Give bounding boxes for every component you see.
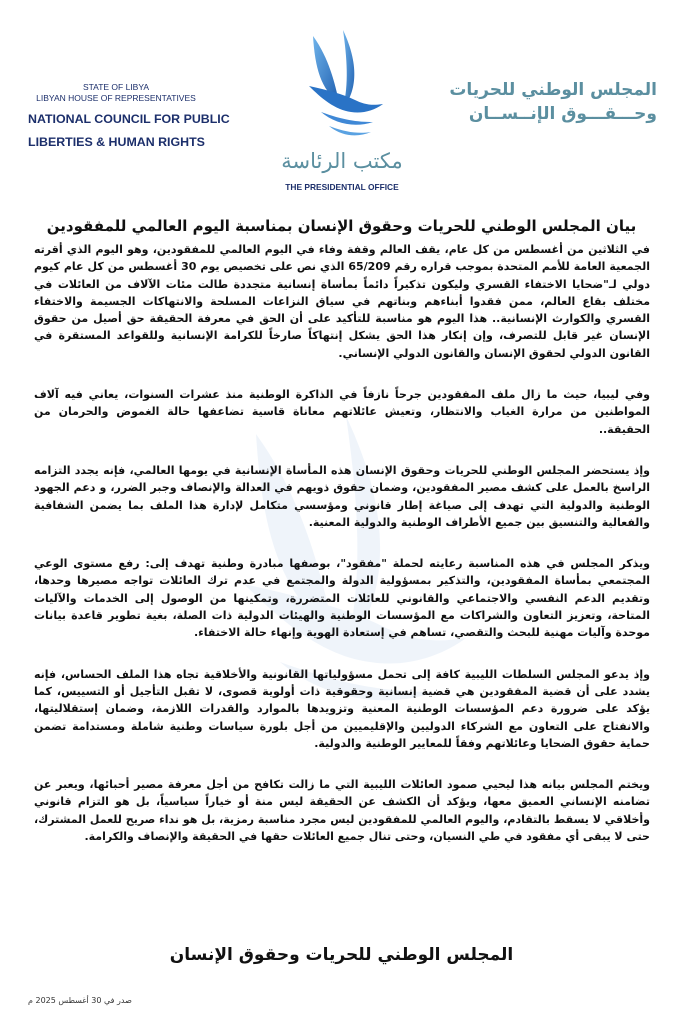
state-name: STATE OF LIBYA — [82, 82, 150, 92]
paragraph-4: ويذكر المجلس في هذه المناسبة رعايته لحملة "مفقود"، بوصفها مبادرة وطنية تهدف إلى: رفع مستوى الوعي المجتمعي بمأساة المفقودين، والتذكير بمسؤولية الدولة والمجتمع في عدم ترك العائلات تواجه مصيرها وحدها، وتقديم الدعم النفسي والاجتماعي والقانوني للعائلات المتضررة، وتمكينها من الوصول إلى الخدمات والآليات المتاحة، وتعزيز التعاون والشراكات مع المؤسسات الوطنية والهيئات الدولية ذات الصلة، بغية تطوير قاعدة بيانات موحدة وآليات مهنية للبحث والتقصي، تساهم في إستعادة الهوية وإنهاء حالة الاختفاء. — [34, 557, 650, 640]
paragraph-1: في الثلاثين من أغسطس من كل عام، يقف العالم وقفة وفاء في اليوم العالمي للمفقودين، وهو اليوم الذي أقرته الجمعية العامة للأمم المتحدة بموجب قراره رقم 65/209 الذي نص على تخصيص يوم 30 أغسطس من كل عام كيوم دولي لـ"ضحايا الاختفاء القسري وليكون تذكيراً دائماً بمأساة إنسانية متجددة طالت مئات الآلاف من العائلات في مختلف بقاع العالم، ممن فقدوا أبناءهم وبناتهم في سياق النزاعات المسلحة والانتهاكات الجسيمة والاختفاء القسري والكوارث الإنسانية.. هذا اليوم هو مناسبة للتأكيد على أن الحق في معرفة الحقيقة حق أصيل من حقوق الإنسان غير قابل للتصرف، وإن إنكار هذا الحق يشكل إنتهاكاً صارخاً للكرامة الإنسانية وللقواعد المستقرة في القانون الدولي لحقوق الإنسان والقانون الدولي الإنساني. — [34, 243, 650, 360]
paragraph-5: وإذ يدعو المجلس السلطات الليبية كافة إلى تحمل مسؤولياتها القانونية والأخلاقية تجاه هذا الملف الحساس، فإنه يشدد على أن قضية المفقودين هي قضية إنسانية وحقوقية ذات أولوية قصوى، لا تقبل التأجيل أو التسييس، كما يؤكد على ضرورة دعم المؤسسات الوطنية المعنية وتزويدها بالموارد والقدرات اللازمة، وضمان إستقلاليتها، والانفتاح على التعاون مع الشركاء الدوليين والإقليميين من أجل بلورة سياسات وطنية شاملة ومستدامة تضمن حماية حقوق الضحايا وعائلاتهم وفقاً للمعايير الوطنية والدولية. — [34, 667, 650, 750]
council-name-ar-line1: المجلس الوطني للحريات — [449, 80, 657, 100]
dove-logo-icon — [291, 28, 391, 148]
council-name-ar-line2: وحـــقـــوق الإنــســان — [468, 104, 657, 124]
council-name-line1: NATIONAL COUNCIL FOR PUBLIC — [28, 112, 230, 126]
paragraph-3: وإذ يستحضر المجلس الوطني للحريات وحقوق الإنسان هذه المأساة الإنسانية في يومها العالمي، فإنه يجدد التزامه الراسخ بالعمل على كشف مصير المفقودين، وضمان حقوق ذويهم في العدالة والإنصاف وجبر الضرر، و دعم الجهود الوطنية والدولية التي تهدف إلى صياغة إطار قانوني ومؤسسي متكامل لإدارة هذا الملف بما يضمن الشفافية والفعالية والتنسيق بين جميع الأطراف الوطنية والدولية المعنية. — [34, 463, 650, 529]
presidential-office-en: THE PRESIDENTIAL OFFICE — [285, 182, 399, 192]
statement-body — [34, 241, 650, 869]
paragraph-2: وفي ليبيا، حيث ما زال ملف المفقودين جرحاً نازفاً في الذاكرة الوطنية منذ عشرات السنوات، يعاني فيه آلاف المواطنين من مرارة الغياب والانتظار، وتعيش عائلاتهم معاناة قاسية تضاعفها حالة الغموض والحرمان من الحقيقة.. — [34, 388, 650, 436]
header-arabic-block — [447, 78, 657, 126]
signature: المجلس الوطني للحريات وحقوق الإنسان — [169, 945, 514, 965]
council-name-line2: LIBERTIES & HUMAN RIGHTS — [28, 135, 205, 149]
header-english-block — [28, 82, 248, 150]
issue-date: صدر في 30 أغسطس 2025 م — [28, 996, 132, 1005]
statement-title: بيان المجلس الوطني للحريات وحقوق الإنسان بمناسبة اليوم العالمي للمفقودين — [46, 217, 637, 235]
house-name: LIBYAN HOUSE OF REPRESENTATIVES — [36, 93, 196, 103]
paragraph-6: ويختم المجلس بيانه هذا ليحيي صمود العائلات الليبية التي ما زالت تكافح من أجل معرفة مصير أحبائها، ويعبر عن تضامنه الإنساني العميق معها، ويؤكد أن الكشف عن الحقيقة ليس منة أو خياراً سياسياً، بل هو التزام قانوني وأخلاقي لا يسقط بالتقادم، واليوم العالمي للمفقودين ليس مجرد مناسبة رمزية، بل هو نداء صريح للعمل المشترك، حتى لا يبقى أي مفقود في طي النسيان، وحتى تنال جميع العائلات حقها في الحقيقة والإنصاف والكرامة. — [34, 778, 650, 844]
presidential-office-ar: مكتب الرئاسة — [281, 149, 403, 173]
